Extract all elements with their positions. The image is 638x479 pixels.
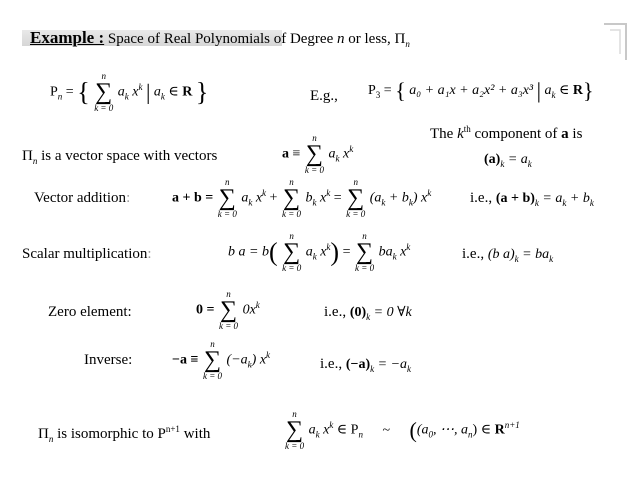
summation: n ∑ k = 0 (346, 177, 366, 219)
summation: n ∑ k = 0 (282, 231, 302, 273)
p3-example: $P_3$ = { a₀ + a₁x + a₂x² + a₃x³ | $a_k$ ∈ R} (368, 78, 594, 103)
kth-component-formula: $(a)_k = a_k$ (484, 152, 532, 169)
inverse-ie: i.e., $(-a)_k = -a_k$ (320, 356, 412, 374)
summation: n ∑ k = 0 (218, 289, 239, 331)
summation: n ∑ k = 0 (355, 231, 375, 273)
corner-decoration-icon (602, 22, 628, 62)
summation: n ∑ k = 0 (94, 71, 114, 113)
scalar-multiplication-ie: i.e., (b $a)_k = ba_k$ (462, 246, 554, 264)
vector-space-statement: $\Pi_n$ is a vector space with vectors (22, 148, 218, 166)
isomorphism-statement: $\Pi_n$ is isomorphic to $P^{n+1}$ with (38, 424, 211, 444)
vector-addition-formula: a + b = n ∑ k = 0 $a_k$ $x^k$ + n ∑ k = 0 $b_k$ $x^k$ = n ∑ k = 0 $(a_k + b_k)$ $x^k$ (172, 177, 432, 219)
kth-component-label: The $k^{th}$ component of a is (430, 124, 583, 142)
vector-definition: a ≡ n ∑ k = 0 $a_k$ $x^k$ (282, 133, 354, 175)
inverse-formula: −a ≡ n ∑ k = 0 $(-a_k)$ $x^k$ (172, 339, 271, 381)
summation: n ∑ k = 0 (304, 133, 324, 175)
slide-title: Example : Space of Real Polynomials of Degree n or less, $\Pi_n$ (30, 28, 410, 49)
inverse-label: Inverse: (84, 352, 133, 368)
zero-element-ie: i.e., $(0)_k = 0$ ∀k (324, 304, 412, 322)
summation: n ∑ k = 0 (285, 409, 305, 451)
vector-addition-label: Vector addition: (34, 190, 131, 206)
summation: n ∑ k = 0 (217, 177, 237, 219)
scalar-multiplication-formula: b a = b( n ∑ k = 0 $a_k$ $x^k$) = n ∑ k = 0 $ba_k$ $x^k$ (228, 231, 411, 273)
pn-definition: $P_n$ = { n ∑ k = 0 $a_k$ $x^k$ | $a_k$ ∈ R } (50, 71, 209, 113)
vector-addition-ie: i.e., $(a + b)_k = a_k + b_k$ (470, 190, 594, 208)
scalar-multiplication-label: Scalar multiplication: (22, 246, 152, 262)
zero-element-label: Zero element: (48, 304, 132, 320)
zero-element-formula: 0 = n ∑ k = 0 $0x^k$ (196, 289, 260, 331)
summation: n ∑ k = 0 (281, 177, 302, 219)
eg-label: E.g., (310, 88, 338, 104)
example-label: Example : (30, 28, 105, 47)
summation: n ∑ k = 0 (202, 339, 223, 381)
isomorphism-formula: n ∑ k = 0 $a_k$ $x^k$ ∈ $P_n$ ~ (($a_0$, ⋯, $a_n$) ∈ $R^{n+1}$ (285, 409, 520, 451)
